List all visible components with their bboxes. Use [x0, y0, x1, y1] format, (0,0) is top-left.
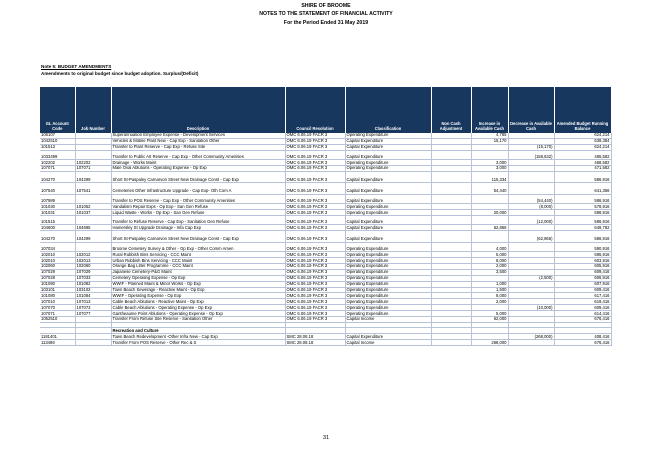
cell-inc: 1,500 [471, 287, 508, 293]
cell-res: OMC 6.06.19 FACR 3 [285, 144, 345, 150]
cell-gl: 107071 [40, 311, 75, 317]
cell-gl: 107034 [40, 242, 75, 251]
cell-inc: 8,000 [471, 293, 508, 299]
cell-job: 101082 [75, 281, 111, 287]
cell-res: SMC 28.08.18 [285, 340, 345, 346]
cell-bal: 586,916 [554, 171, 611, 183]
cell-dec: (2,500) [508, 275, 554, 281]
col-decrease-available-cash: Decrease in Available Cash [508, 87, 554, 133]
report-period: For the Period Ended 31 May 2019 [283, 20, 369, 26]
cell-bal: 468,582 [554, 160, 611, 166]
cell-inc: 4,000 [471, 242, 508, 251]
cell-job: 107033 [75, 275, 111, 281]
cell-gl: 102010 [40, 252, 75, 258]
cell-cls: Capital Expenditure [345, 171, 431, 183]
report-org-title: SHIRE OF BROOME [301, 3, 351, 9]
col-amended-budget-balance: Amended Budget Running Balance [554, 87, 611, 133]
cell-job [75, 194, 111, 203]
cell-res: OMC 6.06.19 FACR 3 [285, 287, 345, 293]
cell-desc: Transfer to Refuse Reserve - Cap Exp - Sanitation Gen Refuse [111, 216, 285, 225]
cell-job: 104695 [75, 225, 111, 231]
cell-cls: Operating Expenditure [345, 311, 431, 317]
cell-bal: 619,416 [554, 299, 611, 305]
cell-desc: Superannuation Employee Expense - Development Services [111, 133, 285, 138]
cell-gl: 104270 [40, 171, 75, 183]
cell-desc: Transfer From POS Reserve - Other Rec & S [111, 340, 285, 346]
cell-desc: Town Beach Redevelopment -Other Infra New - Cap Exp [111, 334, 285, 340]
cell-cls: Capital Expenditure [345, 225, 431, 231]
cell-gl: 107071 [40, 165, 75, 171]
cell-res: OMC 6.06.19 FACR 3 [285, 171, 345, 183]
cell-inc: 5,000 [471, 252, 508, 258]
cell-res: OMC 6.06.19 FACR 3 [285, 269, 345, 275]
cell-desc: WWIF - Planned Maint & Minor Works - Op Exp [111, 281, 285, 287]
cell-cls: Capital Expenditure [345, 194, 431, 203]
cell-bal: 465,582 [554, 150, 611, 159]
cell-desc: Gantheaume Point Ablutions - Operating Expense - Op Exp [111, 311, 285, 317]
cell-cls: Operating Expenditure [345, 165, 431, 171]
cell-bal: 676,416 [554, 340, 611, 346]
cell-desc: Short St-Paspaley Carnarvon Street New Drainage Const - Cap Exp [111, 231, 285, 243]
cell-dec [508, 340, 554, 346]
cell-inc: 115,334 [471, 171, 508, 183]
cell-job: 107013 [75, 299, 111, 305]
cell-inc: 62,866 [471, 225, 508, 231]
cell-gl: 113489 [40, 340, 75, 346]
cell-noncash [431, 171, 471, 183]
cell-desc: Urban Rubbish Bins Servicing - CCC Maint [111, 258, 285, 264]
cell-cls: Capital Expenditure [345, 334, 431, 340]
cell-cls: Capital Income [345, 340, 431, 346]
cell-inc: 5,000 [471, 311, 508, 317]
cell-desc: Vehicles & Mobile Plant New - Cap Exp - Sanitation Other [111, 138, 285, 144]
cell-cls: Capital Expenditure [345, 150, 431, 159]
cell-inc: 1,000 [471, 281, 508, 287]
cell-noncash [431, 194, 471, 203]
col-classification: Classification [345, 87, 431, 133]
cell-bal: 586,916 [554, 216, 611, 225]
cell-bal: 639,384 [554, 138, 611, 144]
cell-res: OMC 6.06.19 FACR 3 [285, 242, 345, 251]
cell-cls: Capital Expenditure [345, 144, 431, 150]
cell-res: OMC 6.06.19 FACR 3 [285, 210, 345, 216]
cell-desc: Cable Beach Ablutions - Reactive Maint - Op Exp [111, 299, 285, 305]
cell-gl: 101515 [40, 216, 75, 225]
table-row [40, 150, 611, 159]
cell-job [75, 216, 111, 225]
table-row [40, 216, 611, 225]
col-description: Description [111, 87, 285, 133]
cell-job: 102012 [75, 252, 111, 258]
cell-dec [508, 171, 554, 183]
cell-desc: Orange Bag Litter Programme - CCC Maint [111, 263, 285, 269]
cell-desc: Transfer to POS Reserve - Cap Exp - Other Community Amenities [111, 194, 285, 203]
cell-cls: Operating Expenditure [345, 293, 431, 299]
cell-cls: Operating Expenditure [345, 204, 431, 210]
cell-job: 101084 [75, 293, 111, 299]
cell-bal: 609,416 [554, 269, 611, 275]
table-row [40, 194, 611, 203]
cell-job: 101052 [75, 204, 111, 210]
cell-job: 107071 [75, 165, 111, 171]
cell-gl: 1042510 [40, 138, 75, 144]
cell-bal: 598,916 [554, 210, 611, 216]
cell-bal: 614,416 [554, 311, 611, 317]
cell-gl: 101030 [40, 204, 75, 210]
table-row [40, 340, 611, 346]
cell-desc: Recreation and Culture [111, 328, 285, 334]
cell-job [75, 242, 111, 251]
cell-res: OMC 6.06.19 FACR 3 [285, 252, 345, 258]
cell-inc: 4,785 [471, 133, 508, 138]
cell-cls: Operating Expenditure [345, 242, 431, 251]
cell-res: OMC 6.06.19 FACR 3 [285, 183, 345, 195]
cell-res: OMC 6.06.19 FACR 3 [285, 133, 345, 138]
note-title: Note 5: BUDGET AMENDMENTS [41, 64, 112, 69]
cell-desc: Short St-Paspaley Carnarvon Street New Drainage Const - Cap Exp [111, 171, 285, 183]
cell-gl: 107989 [40, 194, 75, 203]
cell-gl: 104600 [40, 225, 75, 231]
cell-bal: 586,916 [554, 231, 611, 243]
cell-inc: 8,000 [471, 258, 508, 264]
cell-dec: (268,000) [508, 334, 554, 340]
cell-bal: 609,416 [554, 305, 611, 311]
cell-inc: 2,000 [471, 299, 508, 305]
cell-dec: (62,866) [508, 231, 554, 243]
cell-desc: Male Oval Ablutions - Operating Expense - Op Exp [111, 165, 285, 171]
cell-gl: 102202 [40, 160, 75, 166]
cell-job: 104299 [75, 171, 111, 183]
cell-cls: Operating Expenditure [345, 258, 431, 264]
note-subtitle: Amendments to original budget since budget adoption. Surplus/(Deficit) [41, 71, 199, 76]
cell-job: 107077 [75, 311, 111, 317]
cell-res: OMC 6.06.19 FACR 3 [285, 138, 345, 144]
cell-cls: Operating Expenditure [345, 275, 431, 281]
cell-cls: Capital Expenditure [345, 138, 431, 144]
cell-job: 102202 [75, 160, 111, 166]
cell-res: SMC 28.08.18 [285, 334, 345, 340]
cell-cls: Capital Expenditure [345, 183, 431, 195]
cell-res: OMC 6.06.19 FACR 3 [285, 194, 345, 203]
cell-inc: 3,000 [471, 160, 508, 166]
cell-dec: (54,440) [508, 194, 554, 203]
cell-bal: 605,916 [554, 263, 611, 269]
cell-desc: Liquid Waste - Works - Op Exp - San Gen Refuse [111, 210, 285, 216]
cell-bal: 590,916 [554, 242, 611, 251]
cell-bal: 408,416 [554, 334, 611, 340]
table-row [40, 231, 611, 243]
cell-inc: 3,000 [471, 165, 508, 171]
cell-inc: 268,000 [471, 340, 508, 346]
cell-bal: 606,916 [554, 275, 611, 281]
cell-dec: (158,632) [508, 150, 554, 159]
cell-cls: Operating Expenditure [345, 210, 431, 216]
col-non-cash-adjustment: Non Cash Adjustment [431, 87, 471, 133]
cell-res: OMC 6.06.19 FACR 3 [285, 150, 345, 159]
cell-gl: 104270 [40, 231, 75, 243]
cell-noncash [431, 150, 471, 159]
report-title: NOTES TO THE STATEMENT OF FINANCIAL ACTIVITY [259, 11, 393, 17]
cell-inc: 15,170 [471, 138, 508, 144]
cell-res: OMC 6.06.19 FACR 3 [285, 216, 345, 225]
cell-noncash [431, 340, 471, 346]
cell-dec: (10,000) [508, 305, 554, 311]
cell-inc: 54,440 [471, 183, 508, 195]
cell-dec [508, 183, 554, 195]
cell-inc: 20,000 [471, 210, 508, 216]
cell-res: OMC 6.06.19 FACR 3 [285, 299, 345, 305]
cell-res: OMC 6.06.19 FACR 3 [285, 165, 345, 171]
cell-gl: 106107 [40, 133, 75, 138]
cell-inc [471, 150, 508, 159]
cell-bal: 641,356 [554, 183, 611, 195]
table-row [40, 171, 611, 183]
cell-gl: 107010 [40, 299, 75, 305]
cell-bal: 603,916 [554, 258, 611, 264]
cell-gl: 1181401 [40, 334, 75, 340]
table-row [40, 242, 611, 251]
cell-res: OMC 6.06.19 FACR 3 [285, 225, 345, 231]
cell-desc: Drainage - Works Maint [111, 160, 285, 166]
table-row [40, 183, 611, 195]
table-body [40, 133, 611, 345]
cell-gl: 107028 [40, 275, 75, 281]
col-increase-available-cash: Increase in Available Cash [471, 87, 508, 133]
cell-desc: Transfer From Refuse Site Reserve - Sanitation Other [111, 316, 285, 322]
cell-dec: (15,170) [508, 144, 554, 150]
cell-res: OMC 6.06.19 FACR 3 [285, 275, 345, 281]
cell-job: 107029 [75, 269, 111, 275]
cell-job: 104299 [75, 231, 111, 243]
cell-inc: 3,500 [471, 269, 508, 275]
cell-desc: Town Beach Sewerage - Reactive Maint - Op Exp [111, 287, 285, 293]
cell-inc [471, 231, 508, 243]
cell-gl: 101080 [40, 281, 75, 287]
table-header-row [40, 87, 611, 133]
cell-cls: Operating Expenditure [345, 252, 431, 258]
cell-cls: Operating Expenditure [345, 160, 431, 166]
cell-dec: (12,000) [508, 216, 554, 225]
cell-res: OMC 6.06.19 FACR 3 [285, 281, 345, 287]
cell-gl: 107029 [40, 269, 75, 275]
cell-res: OMC 6.06.19 FACR 3 [285, 204, 345, 210]
cell-desc: WWIF - Operating Expense - Op Exp [111, 293, 285, 299]
cell-cls: Operating Expenditure [345, 263, 431, 269]
cell-cls: Operating Expenditure [345, 269, 431, 275]
cell-res: OMC 6.06.19 FACR 3 [285, 316, 345, 322]
cell-desc: Cemeteries Other Infrastructure Upgrade - Cap Exp- Oth Com A [111, 183, 285, 195]
cell-gl: 107540 [40, 183, 75, 195]
cell-bal: 586,916 [554, 194, 611, 203]
cell-desc: Transfer to Plant Reserve - Cap Exp - Refuse Site [111, 144, 285, 150]
cell-res: OMC 6.06.19 FACR 3 [285, 311, 345, 317]
cell-cls: Capital Expenditure [345, 231, 431, 243]
cell-noncash [431, 242, 471, 251]
cell-res: OMC 6.06.19 FACR 3 [285, 231, 345, 243]
cell-desc: Transfer to Public Art Reserve - Cap Exp - Other Community Amenities [111, 150, 285, 159]
cell-inc: 62,000 [471, 316, 508, 322]
cell-res: OMC 6.06.19 FACR 3 [285, 258, 345, 264]
cell-job [75, 340, 111, 346]
cell-res: OMC 6.06.19 FACR 3 [285, 293, 345, 299]
cell-desc: Hamersley St Upgrade Drainage - Infa Cap Exp [111, 225, 285, 231]
cell-job: 102060 [75, 263, 111, 269]
cell-bal: 595,916 [554, 252, 611, 258]
cell-gl: 101080 [40, 293, 75, 299]
cell-gl: 101513 [40, 144, 75, 150]
cell-desc: Broome Cemetery Survey & Other - Op Exp - Other Comm Amen [111, 242, 285, 251]
cell-res: OMC 6.06.19 FACR 3 [285, 305, 345, 311]
cell-noncash [431, 183, 471, 195]
cell-gl: 1052510 [40, 316, 75, 322]
col-gl-account-code: GL Account Code [40, 87, 75, 133]
cell-cls: Operating Expenditure [345, 299, 431, 305]
cell-job: 107541 [75, 183, 111, 195]
cell-desc: Japanese Cemetery-P&G Maint [111, 269, 285, 275]
cell-cls: Operating Expenditure [345, 281, 431, 287]
cell-inc: 2,000 [471, 263, 508, 269]
cell-gl: 102010 [40, 258, 75, 264]
page-number: 31 [322, 435, 330, 441]
cell-bal: 676,416 [554, 316, 611, 322]
cell-bal: 609,416 [554, 287, 611, 293]
cell-cls: Operating Expenditure [345, 305, 431, 311]
cell-job: 107073 [75, 305, 111, 311]
cell-gl: 101031 [40, 210, 75, 216]
cell-gl: 1033499 [40, 150, 75, 159]
cell-desc: Rural Rubbish Bins Servicing - CCC Maint [111, 252, 285, 258]
cell-job: 101037 [75, 210, 111, 216]
cell-cls: Capital Expenditure [345, 216, 431, 225]
cell-job: 103102 [75, 287, 111, 293]
cell-bal: 624,214 [554, 144, 611, 150]
cell-desc: Vandalism Repair Exps - Op Exp - San Gen Refuse [111, 204, 285, 210]
cell-bal: 607,916 [554, 281, 611, 287]
cell-inc [471, 194, 508, 203]
cell-desc: Cemetery Operating Expense - Op Exp [111, 275, 285, 281]
cell-bal: 649,782 [554, 225, 611, 231]
cell-gl: 107070 [40, 305, 75, 311]
cell-res: OMC 6.06.19 FACR 3 [285, 263, 345, 269]
cell-job [75, 150, 111, 159]
cell-bal: 471,582 [554, 165, 611, 171]
cell-noncash [431, 231, 471, 243]
cell-res: OMC 6.06.19 FACR 3 [285, 160, 345, 166]
cell-dec [508, 242, 554, 251]
col-council-resolution: Council Resolution [285, 87, 345, 133]
cell-bal: 624,214 [554, 133, 611, 138]
cell-desc: Cable Beach Ablutions - Operating Expense - Op Exp [111, 305, 285, 311]
cell-bal: 578,916 [554, 204, 611, 210]
cell-gl: 102060 [40, 263, 75, 269]
cell-job: 102013 [75, 258, 111, 264]
cell-cls: Operating Expenditure [345, 287, 431, 293]
cell-gl: 103101 [40, 287, 75, 293]
cell-bal: 617,416 [554, 293, 611, 299]
budget-amendments-table [40, 87, 612, 346]
col-job-number: Job Number [75, 87, 111, 133]
cell-dec: (8,000) [508, 204, 554, 210]
cell-cls: Capital Income [345, 316, 431, 322]
cell-inc [471, 216, 508, 225]
cell-cls: Operating Expenditure [345, 133, 431, 138]
cell-noncash [431, 216, 471, 225]
